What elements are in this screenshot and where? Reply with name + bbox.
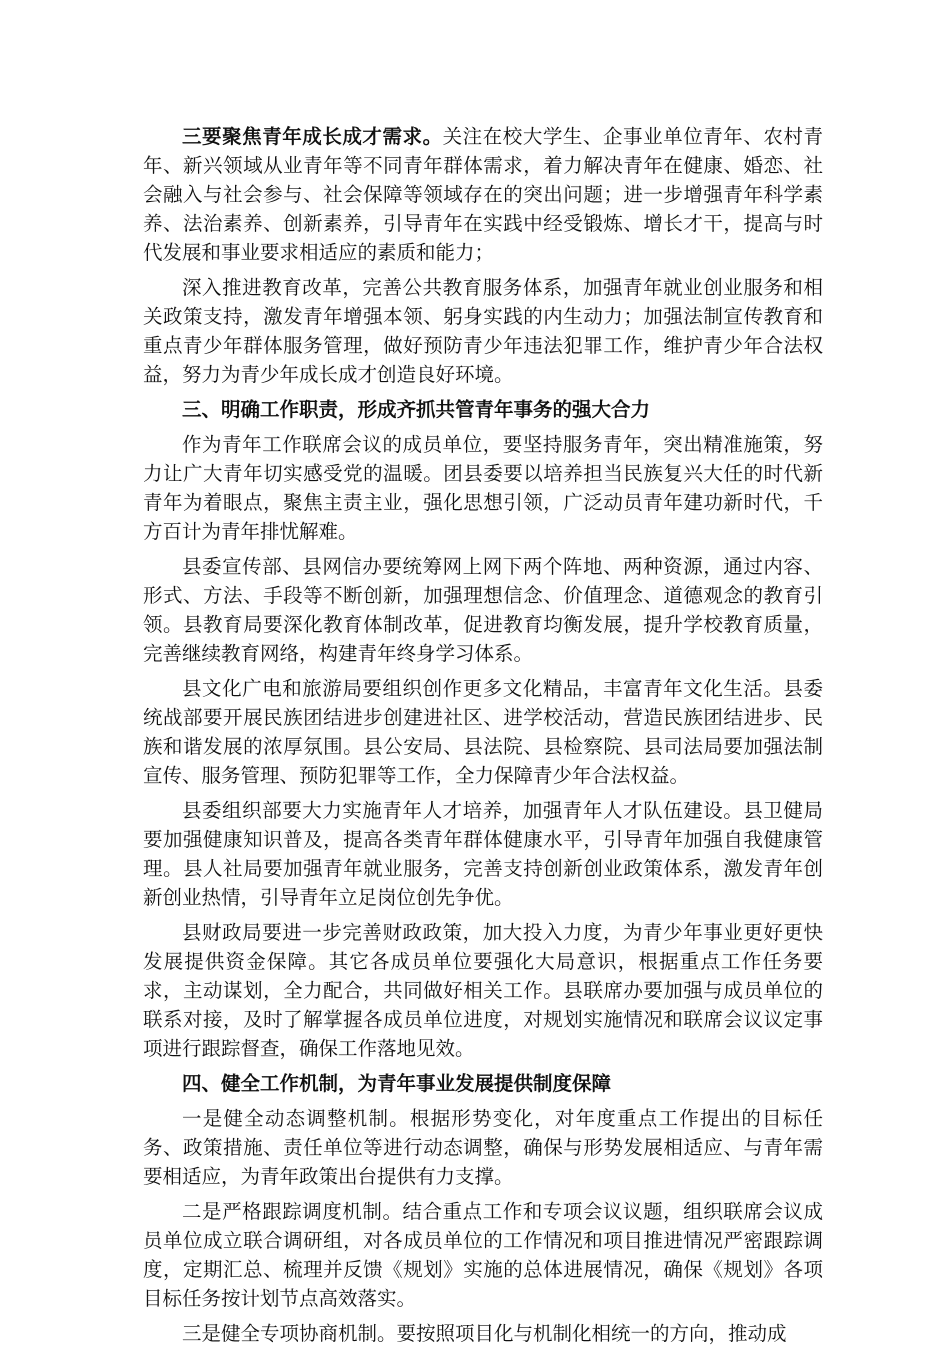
- section4-paragraph: 三是健全专项协商机制。要按照项目化与机制化相统一的方向，推动成: [182, 1322, 787, 1345]
- section3-paragraph: 县委组织部要大力实施青年人才培养，加强青年人才队伍建设。县卫健局要加强健康知识普及，提高各类青年群体健康水平，引导青年加强自我健康管理。县人社局要加强青年就业服务，完善支持创新创业政策体系，激发青年创新创业热情，引导青年立足岗位创先争优。: [143, 799, 823, 909]
- section3-paragraph: 县文化广电和旅游局要组织创作更多文化精品，丰富青年文化生活。县委统战部要开展民族团结进步创建进社区、进学校活动，营造民族团结进步、民族和谐发展的浓厚氛围。县公安局、县法院、县检察院、县司法局要加强法制宣传、服务管理、预防犯罪等工作，全力保障青少年合法权益。: [143, 677, 823, 787]
- paragraph-education-reform: 深入推进教育改革，完善公共教育服务体系，加强青年就业创业服务和相关政策支持，激发青年增强本领、躬身实践的内生动力；加强法制宣传教育和重点青少年群体服务管理，做好预防青少年违法犯罪工作，维护青少年合法权益，努力为青少年成长成才创造良好环境。: [143, 276, 823, 386]
- section-heading-3: 三、明确工作职责，形成齐抓共管青年事务的强大合力: [182, 398, 651, 421]
- document-page: [143, 122, 823, 1354]
- section3-paragraph: 县委宣传部、县网信办要统筹网上网下两个阵地、两种资源，通过内容、形式、方法、手段等不断创新，加强理想信念、价值理念、道德观念的教育引领。县教育局要深化教育体制改革，促进教育均衡发展，提升学校教育质量，完善继续教育网络，构建青年终身学习体系。: [143, 555, 823, 665]
- section3-paragraph: 作为青年工作联席会议的成员单位，要坚持服务青年，突出精准施策，努力让广大青年切实感受党的温暖。团县委要以培养担当民族复兴大任的时代新青年为着眼点，聚焦主责主业，强化思想引领，广泛动员青年建功新时代，千方百计为青年排忧解难。: [143, 433, 823, 543]
- paragraph-lead: 三要聚焦青年成长成才需求。: [182, 125, 443, 148]
- section-heading-4: 四、健全工作机制，为青年事业发展提供制度保障: [182, 1072, 612, 1095]
- paragraph-youth-needs: [143, 122, 823, 267]
- paragraph-text: 关注在校大学生、企事业单位青年、农村青年、新兴领域从业青年等不同青年群体需求，着力解决青年在健康、婚恋、社会融入与社会参与、社会保障等领域存在的突出问题；进一步增强青年科学素养、法治素养、创新素养，引导青年在实践中经受锻炼、增长才干，提高与时代发展和事业要求相适应的素质和能力；: [143, 125, 823, 264]
- section4-paragraph: 一是健全动态调整机制。根据形势变化，对年度重点工作提出的目标任务、政策措施、责任单位等进行动态调整，确保与形势发展相适应、与青年需要相适应，为青年政策出台提供有力支撑。: [143, 1107, 823, 1188]
- section4-paragraph: 二是严格跟踪调度机制。结合重点工作和专项会议议题，组织联席会议成员单位成立联合调研组，对各成员单位的工作情况和项目推进情况严密跟踪调度，定期汇总、梳理并反馈《规划》实施的总体进展情况，确保《规划》各项目标任务按计划节点高效落实。: [143, 1200, 823, 1310]
- section3-paragraph: 县财政局要进一步完善财政政策，加大投入力度，为青少年事业更好更快发展提供资金保障。其它各成员单位要强化大局意识，根据重点工作任务要求，主动谋划，全力配合，共同做好相关工作。县联席办要加强与成员单位的联系对接，及时了解掌握各成员单位进度，对规划实施情况和联席会议议定事项进行跟踪督查，确保工作落地见效。: [143, 921, 823, 1060]
